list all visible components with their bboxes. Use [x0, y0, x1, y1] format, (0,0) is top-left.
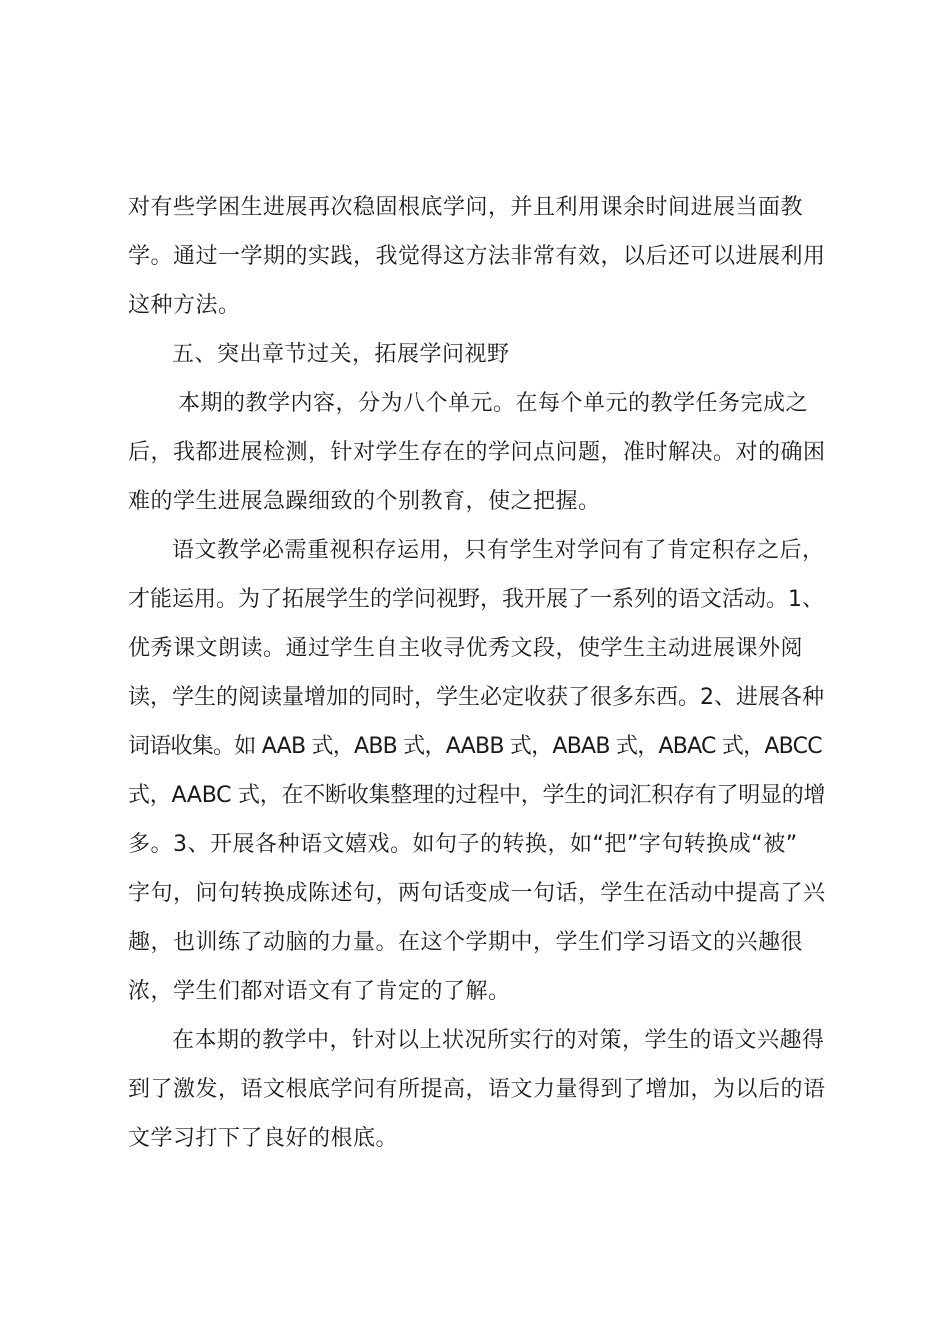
text-line: 难的学生进展急躁细致的个别教育，使之把握。	[128, 489, 601, 514]
text-line: 到了激发，语文根底学问有所提高，语文力量得到了增加，为以后的语	[128, 1077, 826, 1102]
text-line: 在本期的教学中，针对以上状况所实行的对策，学生的语文兴趣得	[172, 1028, 825, 1053]
text-line: 学。通过一学期的实践，我觉得这方法非常有效，以后还可以进展利用	[128, 244, 826, 269]
text-line: 本期的教学内容，分为八个单元。在每个单元的教学任务完成之	[178, 391, 809, 416]
text-line: 对有些学困生进展再次稳固根底学问，并且利用课余时间进展当面教	[128, 195, 804, 220]
text-line: 式，AABC 式，在不断收集整理的过程中，学生的词汇积存有了明显的增	[128, 783, 826, 808]
text-line: 读，学生的阅读量增加的同时，学生必定收获了很多东西。2、进展各种	[128, 685, 824, 710]
text-line: 浓，学生们都对语文有了肯定的了解。	[128, 979, 511, 1004]
text-line: 趣，也训练了动脑的力量。在这个学期中，学生们学习语文的兴趣很	[128, 930, 804, 955]
text-line: 语文教学必需重视积存运用，只有学生对学问有了肯定积存之后，	[172, 538, 825, 563]
text-line: 才能运用。为了拓展学生的学问视野，我开展了一系列的语文活动。1、	[128, 587, 824, 612]
text-line: 词语收集。如 AAB 式，ABB 式，AABB 式，ABAB 式，ABAC 式，ABCC	[128, 734, 822, 759]
text-line: 后，我都进展检测，针对学生存在的学问点问题，准时解决。对的确困	[128, 440, 826, 465]
text-line: 字句，问句转换成陈述句，两句话变成一句话，学生在活动中提高了兴	[128, 881, 826, 906]
text-line: 文学习打下了良好的根底。	[128, 1126, 399, 1151]
text-line: 多。3、开展各种语文嬉戏。如句子的转换，如“把”字句转换成“被”	[128, 832, 798, 857]
section-heading: 五、突出章节过关，拓展学问视野	[172, 342, 510, 367]
text-line: 这种方法。	[128, 293, 241, 318]
text-line: 优秀课文朗读。通过学生自主收寻优秀文段，使学生主动进展课外阅	[128, 636, 804, 661]
